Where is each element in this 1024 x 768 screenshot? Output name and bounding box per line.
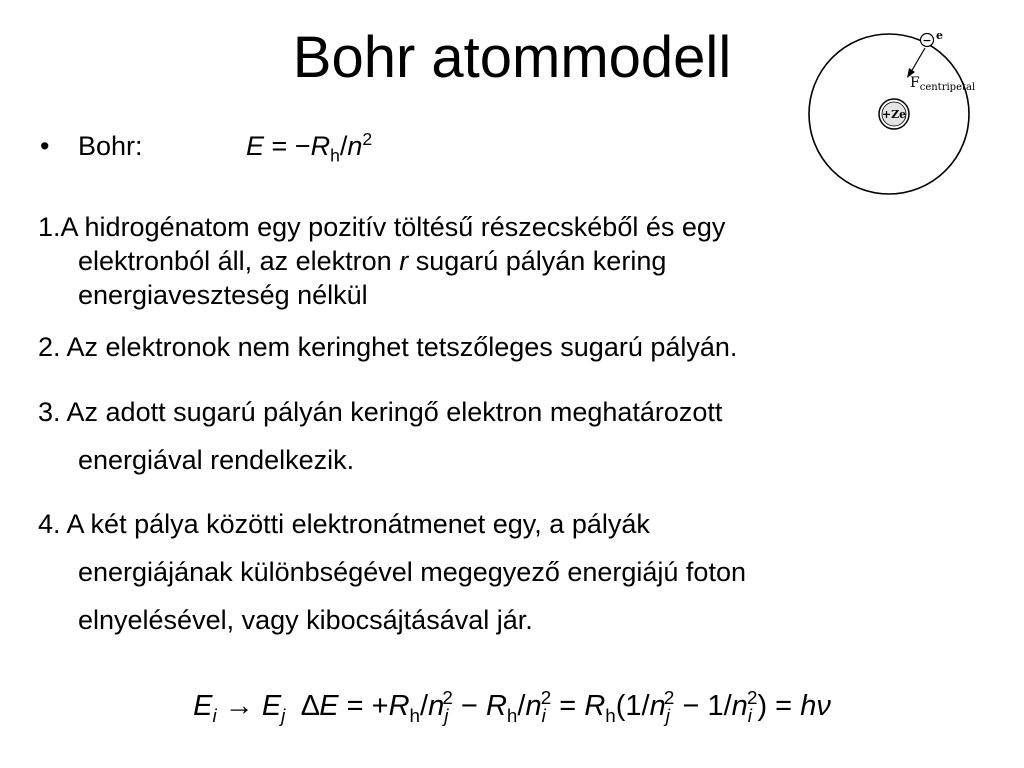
formula-n-4-sub: i [747,704,752,726]
bullet-label: Bohr: [78,131,143,161]
postulate-4-line-2: energiájának különbségével megegyező energiájú foton [78,557,746,587]
formula-n-3: n [649,690,666,722]
formula-n-2-sub: i [541,704,546,726]
formula-R-2: R [485,690,507,722]
rydberg-symbol: R [310,131,331,161]
formula-n-1: n [428,690,445,722]
formula-arrow: → [216,690,262,722]
formula-n-3-sub: j [665,704,670,726]
electron-label: e [936,29,943,42]
formula-R-2-sub: h [506,704,518,726]
formula-R-1-sub: h [409,704,420,726]
formula-n-4-sup: 2 [746,687,758,709]
force-label [910,75,975,93]
formula-slash-2: / [517,690,526,722]
postulate-1-line-3: energiaveszteség nélkül [78,280,368,310]
n-exponent: 2 [362,129,373,149]
n-symbol: n [347,131,363,161]
postulate-1-line-2-b: sugarú pályán kering [408,246,667,276]
formula-nu: ν [816,690,831,722]
formula-paren-open: (1/ [615,690,650,722]
formula-n-1-sub: j [444,704,449,726]
rydberg-subscript: h [330,145,340,166]
force-symbol: F [910,75,920,91]
formula-paren-close: ) = [757,690,801,722]
postulate-4-line-1: 4. A két pálya közötti elektronátmenet egy, a pályák [38,509,650,539]
formula-j-sub: j [281,704,286,726]
formula-i-sub: i [212,704,217,726]
formula-n-4: n [731,690,748,722]
formula-eq: = [551,690,585,722]
formula-delta: ∆ [285,690,320,722]
postulate-3-line-1: 3. Az adott sugarú pályán keringő elektron meghatározott [38,397,723,427]
bohr-energy-bullet [40,126,372,166]
slash: / [339,131,348,161]
energy-symbol: E [246,131,265,161]
formula-E: E [319,690,339,722]
postulate-4-line-3: elnyelésével, vagy kibocsájtásával jár. [78,605,533,635]
formula-minus-1: − [452,690,486,722]
bullet-dot: • [40,131,50,161]
transition-formula [0,686,1024,726]
formula-Ei: E [193,690,213,722]
postulate-3-line-2: energiával rendelkezik. [78,445,355,475]
postulate-1-line-1: 1.A hidrogénatom egy pozitív töltésű részecskéből és egy [38,212,726,242]
postulate-3 [38,388,722,484]
formula-slash-1: / [420,690,429,722]
formula-R-1: R [388,690,410,722]
nucleus [879,99,909,129]
equals-minus: = − [264,131,311,161]
postulate-1-line-2-a: elektronból áll, az elektron [78,246,400,276]
postulate-1-line-2 [38,244,725,278]
electron [921,29,944,47]
slide-title: Bohr atommodell [292,25,732,90]
bohr-orbit-diagram [806,26,1000,200]
formula-R-3: R [584,690,606,722]
force-subscript: centripetal [919,82,976,93]
nucleus-label: +Ze [881,108,907,121]
electron-sign: − [922,34,932,47]
formula-n-1-sup: 2 [442,687,453,709]
formula-n-3-sup: 2 [663,687,675,709]
radius-symbol: r [399,246,409,276]
formula-planck-h: h [800,690,817,722]
formula-eq-plus: = + [338,690,389,722]
formula-n-2: n [525,690,542,722]
force-arrow [911,48,925,72]
formula-R-3-sub: h [605,704,616,726]
formula-minus-one: − 1/ [674,690,732,722]
formula-n-2-sup: 2 [540,687,552,709]
postulate-1 [38,210,725,312]
postulate-4 [38,500,746,644]
formula-Ej: E [261,690,282,722]
postulate-2: 2. Az elektronok nem keringhet tetszőleges sugarú pályán. [38,332,738,362]
